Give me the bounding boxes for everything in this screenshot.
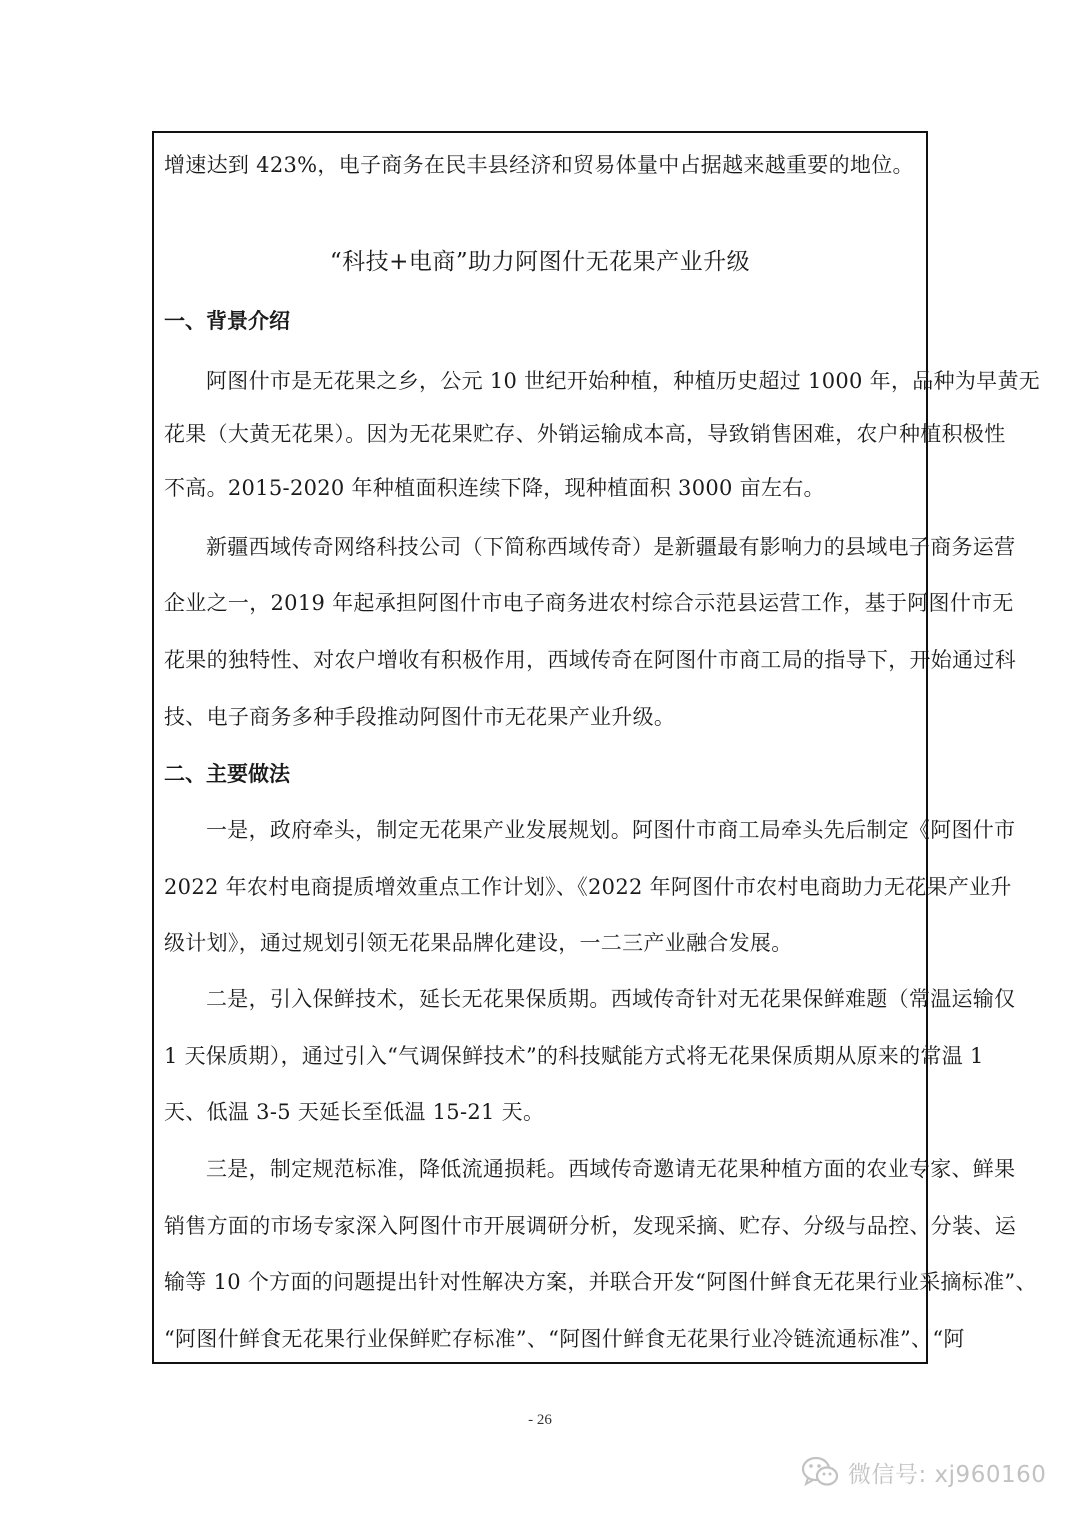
- page-number: - 26: [528, 1412, 552, 1428]
- wechat-icon: [800, 1455, 840, 1489]
- text-line: 不高。2015-2020 年种植面积连续下降，现种植面积 3000 亩左右。: [164, 476, 825, 500]
- text-line: 花果的独特性、对农户增收有积极作用，西域传奇在阿图什市商工局的指导下，开始通过科: [164, 648, 1016, 672]
- text-line: 花果（大黄无花果）。因为无花果贮存、外销运输成本高，导致销售困难，农户种植积极性: [164, 422, 1006, 446]
- article-title: “科技+电商”助力阿图什无花果产业升级: [329, 249, 751, 275]
- intro-line: 增速达到 423%，电子商务在民丰县经济和贸易体量中占据越来越重要的地位。: [164, 153, 914, 177]
- text-line: “阿图什鲜食无花果行业保鲜贮存标准”、“阿图什鲜食无花果行业冷链流通标准”、“阿: [164, 1327, 965, 1351]
- section-heading-background: 一、背景介绍: [164, 309, 290, 333]
- text-line: 三是，制定规范标准，降低流通损耗。西域传奇邀请无花果种植方面的农业专家、鲜果: [206, 1157, 1016, 1181]
- text-line: 天、低温 3-5 天延长至低温 15-21 天。: [164, 1100, 545, 1124]
- text-line: 新疆西域传奇网络科技公司（下简称西域传奇）是新疆最有影响力的县域电子商务运营: [206, 535, 1016, 559]
- watermark-text: 微信号: xj960160: [848, 1461, 1047, 1488]
- text-line: 1 天保质期），通过引入“气调保鲜技术”的科技赋能方式将无花果保质期从原来的常温 1: [164, 1044, 984, 1068]
- wechat-watermark: [800, 1452, 1046, 1492]
- text-line: 级计划》，通过规划引领无花果品牌化建设，一二三产业融合发展。: [164, 931, 793, 955]
- text-line: 2022 年农村电商提质增效重点工作计划》、《2022 年阿图什市农村电商助力无花果产业升: [164, 875, 1012, 899]
- section-heading-methods: 二、主要做法: [164, 762, 290, 786]
- text-line: 销售方面的市场专家深入阿图什市开展调研分析，发现采摘、贮存、分级与品控、分装、运: [164, 1214, 1016, 1238]
- text-line: 一是，政府牵头，制定无花果产业发展规划。阿图什市商工局牵头先后制定《阿图什市: [206, 818, 1016, 842]
- text-line: 二是，引入保鲜技术，延长无花果保质期。西域传奇针对无花果保鲜难题（常温运输仅: [206, 987, 1016, 1011]
- text-line: 阿图什市是无花果之乡，公元 10 世纪开始种植，种植历史超过 1000 年，品种为早黄无: [206, 369, 1041, 393]
- document-frame: [152, 131, 1041, 1364]
- text-line: 输等 10 个方面的问题提出针对性解决方案，并联合开发“阿图什鲜食无花果行业采摘标准”、: [164, 1270, 1037, 1294]
- text-line: 企业之一，2019 年起承担阿图什市电子商务进农村综合示范县运营工作，基于阿图什市无: [164, 591, 1014, 615]
- text-line: 技、电子商务多种手段推动阿图什市无花果产业升级。: [164, 705, 676, 729]
